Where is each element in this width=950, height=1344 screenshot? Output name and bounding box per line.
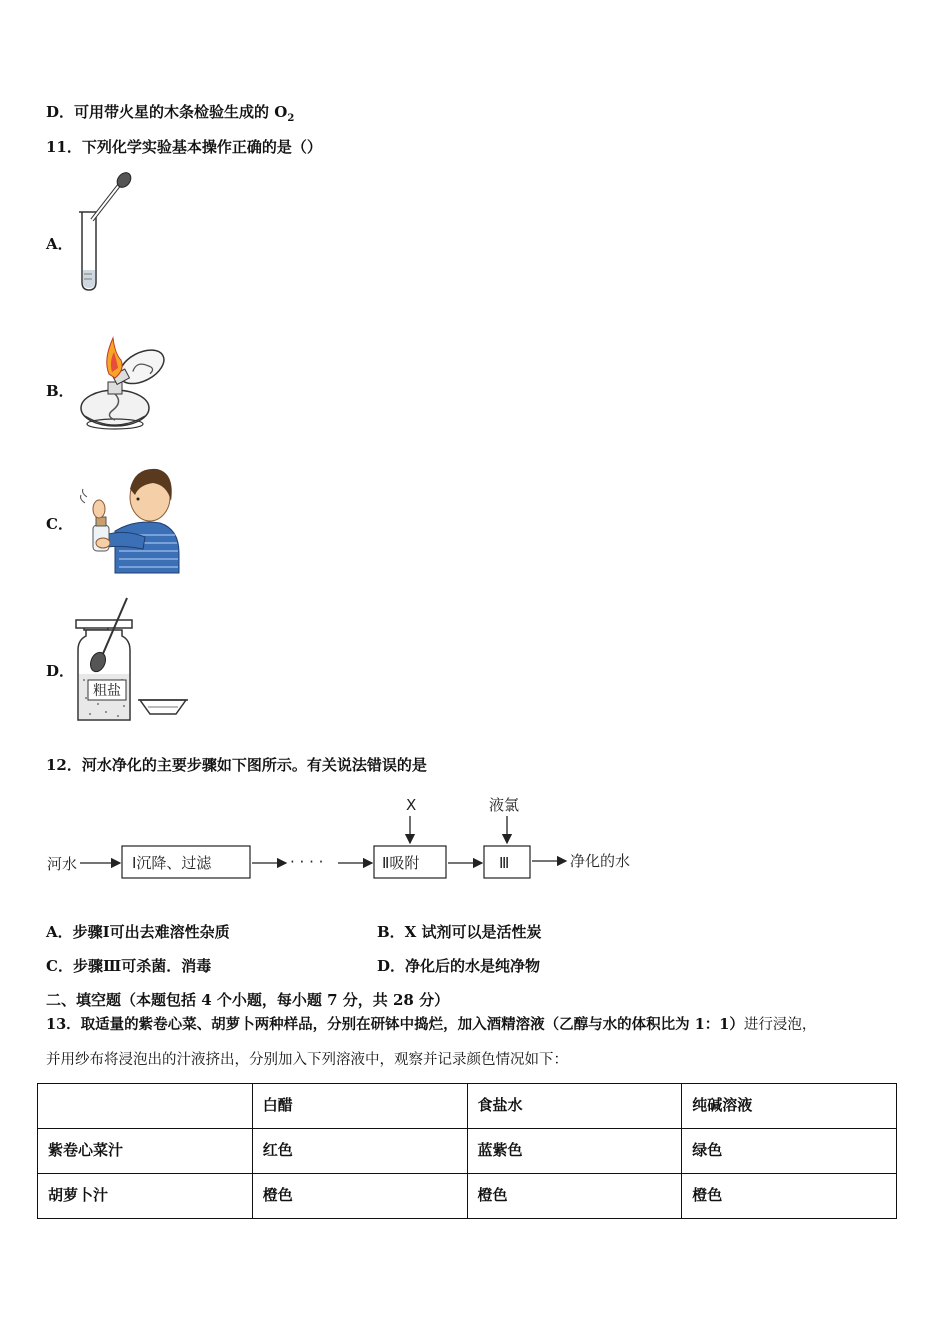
q13-stem-line1: [46, 1015, 816, 1035]
q12-stem: 12．河水净化的主要步骤如下图所示。有关说法错误的是: [46, 756, 427, 774]
q13-stem-normal: 进行浸泡，: [743, 1017, 817, 1033]
q10-option-d: [46, 102, 294, 129]
table-cell: 胡萝卜汁: [38, 1174, 253, 1219]
table-cell: 红色: [252, 1129, 467, 1174]
q11-stem: 11．下列化学实验基本操作正确的是（）: [46, 138, 322, 156]
flow-step3-label: Ⅲ: [499, 854, 510, 872]
flow-input-label: 河水: [47, 855, 78, 873]
q10-option-d-subscript: 2: [287, 113, 295, 124]
q12-option-c: C．步骤Ⅲ可杀菌．消毒: [46, 957, 212, 975]
table-header-cell: 纯碱溶液: [682, 1084, 897, 1129]
flow-step2-label: Ⅱ吸附: [382, 854, 420, 872]
q11-label-d: D．: [46, 662, 75, 680]
q11-label-c: C．: [46, 515, 73, 533]
alcohol-lamp-lighting-figure: [75, 330, 175, 432]
table-header-cell: [38, 1084, 253, 1129]
table-header-row: [38, 1084, 897, 1129]
table-row: [38, 1174, 897, 1219]
table-cell: 橙色: [682, 1174, 897, 1219]
q13-stem-bold: 13．取适量的紫卷心菜、胡萝卜两种样品，分别在研钵中捣烂，加入酒精溶液（乙醇与水的体积比为 1：1）: [46, 1016, 744, 1033]
water-purification-flowchart: [40, 788, 660, 888]
salt-label-text: 粗盐: [93, 683, 121, 699]
table-cell: 蓝紫色: [467, 1129, 682, 1174]
flow-reagent-cl-label: 液氯: [489, 796, 520, 814]
flow-dots: · · · ·: [290, 853, 324, 871]
flow-output-label: 净化的水: [570, 852, 631, 870]
q12-option-b: B．X 试剂可以是活性炭: [377, 923, 542, 941]
table-cell: 紫卷心菜汁: [38, 1129, 253, 1174]
q11-label-a: A．: [46, 235, 73, 253]
q10-option-d-text: D．可用带火星的木条检验生成的 O: [46, 103, 288, 121]
q12-option-d: D．净化后的水是纯净物: [377, 957, 541, 975]
table-header-cell: 食盐水: [467, 1084, 682, 1129]
table-cell: 绿色: [682, 1129, 897, 1174]
smelling-gas-boy-figure: [75, 463, 183, 575]
spoon-coarse-salt-jar-figure: [72, 594, 192, 726]
table-header-cell: 白醋: [252, 1084, 467, 1129]
color-results-table: [37, 1083, 897, 1219]
table-cell: 橙色: [467, 1174, 682, 1219]
q12-option-a: A．步骤Ⅰ可出去难溶性杂质: [46, 923, 230, 941]
flow-step1-label: Ⅰ沉降、过滤: [132, 854, 212, 872]
table-row: [38, 1129, 897, 1174]
section2-title: 二、填空题（本题包括 4 个小题，每小题 7 分，共 28 分）: [46, 991, 450, 1009]
table-cell: 橙色: [252, 1174, 467, 1219]
dropper-test-tube-figure: [70, 170, 140, 295]
q11-label-b: B．: [46, 382, 74, 400]
flow-reagent-x-label: X: [406, 796, 417, 814]
q13-stem-line2: 并用纱布将浸泡出的汁液挤出，分别加入下列溶液中，观察并记录颜色情况如下：: [46, 1052, 568, 1068]
